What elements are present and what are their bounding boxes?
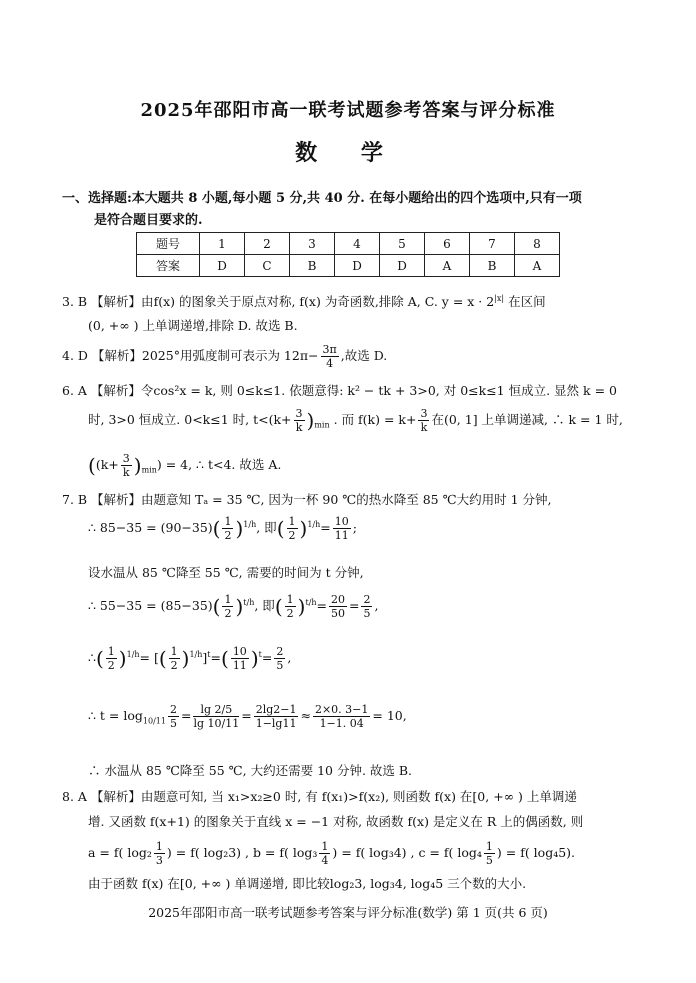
q7-frac-b2 xyxy=(274,645,285,672)
fraction-denominator: 11 xyxy=(232,659,247,672)
q7-frac-d xyxy=(313,703,370,730)
fraction-denominator: 5 xyxy=(169,717,177,730)
answer-cell: B xyxy=(290,255,335,277)
fraction-numerator: 1 xyxy=(155,840,163,853)
answer-cell: D xyxy=(380,255,425,277)
q8-line4: 由于函数 f(x) 在[0, +∞ ) 单调递增, 即比较log₂3, log₃4, log₄5 三个数的大小. xyxy=(88,876,527,891)
q7-l5e: = xyxy=(261,650,273,665)
fraction-denominator: 3 xyxy=(155,854,163,867)
page-footer: 2025年邵阳市高一联考试题参考答案与评分标准(数学) 第 1 页(共 6 页) xyxy=(148,905,548,920)
row-label-answer: 答案 xyxy=(137,255,200,277)
q6-min-2: min xyxy=(141,465,157,475)
q8-l3a: a = f( log₂ xyxy=(88,845,152,860)
q7-exp3: 1/h xyxy=(126,649,140,659)
q7-frac-a xyxy=(329,593,347,620)
q6-min: min xyxy=(314,420,330,430)
q7-line2: ∴ 85−35 = (90−35)( $\frac{1}{2}$ )$^{1/h}$, 即( $\frac{1}{2}$ )$^{1/h}$= $\frac{10}{11}$ ; xyxy=(88,515,357,542)
q7-half xyxy=(222,515,233,542)
section-heading-cont: 是符合题目要求的. xyxy=(94,213,203,228)
fraction-denominator: 2 xyxy=(286,607,294,620)
q6-text-l3b: ) = 4, ∴ t<4. 故选 A. xyxy=(156,457,282,472)
q7-lg-frac xyxy=(193,703,239,730)
q6-text-a: 时, 3>0 恒成立. 0<k≤1 时, t<(k+ xyxy=(88,412,292,427)
q3-line1 xyxy=(62,292,546,310)
fraction-denominator: 5 xyxy=(485,854,493,867)
q7-exp1: 1/h xyxy=(243,519,257,529)
q7-line7: ∴ 水温从 85 ℃降至 55 ℃, 大约还需要 10 分钟. 故选 B. xyxy=(88,763,413,778)
q8-line1: 8. A 【解析】由题意可知, 当 x₁>x₂≥0 时, 有 f(x₁)>f(x₂), 则函数 f(x) 在[0, +∞ ) 上单调递 xyxy=(62,789,577,804)
q7-exp2b: t/h xyxy=(305,597,317,607)
q6-text-c: 在(0, 1] 上单调递减, ∴ k = 1 时, xyxy=(431,412,623,427)
q7-l4a: ∴ 55−35 = (85−35) xyxy=(88,598,213,613)
q7-l4e: , xyxy=(374,598,379,613)
fraction-denominator: 2 xyxy=(170,659,178,672)
fraction-numerator: 2 xyxy=(169,703,177,716)
q7-exp4: 1/h xyxy=(189,649,203,659)
q7-frac-c xyxy=(254,703,299,730)
row-label-number: 题号 xyxy=(137,233,200,255)
q8-line3 xyxy=(88,840,575,867)
fraction-numerator: 1 xyxy=(224,515,232,528)
q7-l5f: , xyxy=(287,650,292,665)
q7-line6 xyxy=(88,703,407,730)
fraction-numerator: 1 xyxy=(107,645,115,658)
fraction-numerator: 2 xyxy=(276,645,284,658)
answer-cell: D xyxy=(335,255,380,277)
q7-half-5 xyxy=(106,645,117,672)
fraction-numerator: 1 xyxy=(485,840,493,853)
question-number: 4 xyxy=(335,233,380,255)
q7-l2b: , 即 xyxy=(256,520,277,535)
q6-text-l3a: (k+ xyxy=(95,457,119,472)
fraction-denominator: 50 xyxy=(330,607,345,620)
q7-line1: 7. B 【解析】由题意知 Tₐ = 35 ℃, 因为一杯 90 ℃的热水降至 85 ℃大约用时 1 分钟, xyxy=(62,492,552,507)
q4-fraction xyxy=(321,343,339,370)
fraction-numerator: 2×0. 3−1 xyxy=(314,703,369,716)
fraction-denominator: 11 xyxy=(334,529,349,542)
fraction-denominator: 4 xyxy=(321,854,329,867)
q7-l5a: ∴ xyxy=(88,650,96,665)
q7-l2c: = xyxy=(320,520,331,535)
q7-l4c: = xyxy=(316,598,327,613)
q7-l4b: , 即 xyxy=(254,598,275,613)
fraction-numerator: 3 xyxy=(420,407,428,420)
question-number: 6 xyxy=(425,233,470,255)
q7-l6d: ≈ xyxy=(300,708,311,723)
q6-fraction-3 xyxy=(121,452,132,479)
question-number: 3 xyxy=(290,233,335,255)
q4-text: 4. D 【解析】2025°用弧度制可表示为 12π− xyxy=(62,348,319,363)
q7-exp2: t/h xyxy=(243,597,255,607)
q7-line4: ∴ 55−35 = (85−35)( $\frac{1}{2}$ )$^{t/h}$, 即( $\frac{1}{2}$ )$^{t/h}$= $\frac{20}{50}$ = $\frac{2}{5}$ , xyxy=(88,593,379,620)
fraction-denominator: k xyxy=(295,421,303,434)
fraction-numerator: 10 xyxy=(232,645,247,658)
q6-text-b: . 而 f(k) = k+ xyxy=(333,412,417,427)
q7-l6c: = xyxy=(241,708,252,723)
q7-l2a: ∴ 85−35 = (90−35) xyxy=(88,520,213,535)
q7-half-2 xyxy=(287,515,298,542)
q7-frac-b xyxy=(361,593,372,620)
fraction-denominator: 4 xyxy=(326,357,334,370)
q7-log-base: 10/11 xyxy=(142,716,166,726)
q7-half-4 xyxy=(285,593,296,620)
fraction-denominator: 1−1. 04 xyxy=(319,717,364,730)
q8-frac-1-3 xyxy=(154,840,165,867)
q7-half-6 xyxy=(169,645,180,672)
q7-ratio-2 xyxy=(231,645,249,672)
q7-l2d: ; xyxy=(352,520,357,535)
question-number: 1 xyxy=(200,233,245,255)
answer-table-row-numbers xyxy=(137,233,560,255)
q3-line2: (0, +∞ ) 上单调递增,排除 D. 故选 B. xyxy=(88,318,298,333)
fraction-denominator: 5 xyxy=(276,659,284,672)
fraction-numerator: 1 xyxy=(321,840,329,853)
q7-line3: 设水温从 85 ℃降至 55 ℃, 需要的时间为 t 分钟, xyxy=(88,565,364,580)
fraction-denominator: 5 xyxy=(363,607,371,620)
q7-l6a: ∴ t = log xyxy=(88,708,143,723)
fraction-denominator: 2 xyxy=(288,529,296,542)
q7-exp1b: 1/h xyxy=(307,519,321,529)
q4-line xyxy=(62,343,387,370)
fraction-numerator: 1 xyxy=(288,515,296,528)
fraction-denominator: lg 10/11 xyxy=(193,717,240,730)
q8-l3b: ) = f( log₂3) , b = f( log₃ xyxy=(166,845,318,860)
fraction-numerator: 1 xyxy=(224,593,232,606)
question-number: 5 xyxy=(380,233,425,255)
fraction-numerator: 1 xyxy=(170,645,178,658)
answer-table xyxy=(136,232,560,277)
q7-line5: ∴( $\frac{1}{2}$ )$^{1/h}$= [( $\frac{1}{2}$ )$^{1/h}$]$^t$=( $\frac{10}{11}$ )$^t$= $\frac{2}{5}$ , xyxy=(88,645,292,672)
answer-cell: B xyxy=(470,255,515,277)
q7-l6b: = xyxy=(180,708,192,723)
answer-cell: C xyxy=(245,255,290,277)
fraction-numerator: 10 xyxy=(334,515,349,528)
fraction-denominator: 2 xyxy=(224,529,232,542)
answer-table-row-answers xyxy=(137,255,560,277)
answer-cell: A xyxy=(515,255,560,277)
fraction-numerator: 20 xyxy=(330,593,345,606)
q8-frac-1-4 xyxy=(319,840,330,867)
fraction-numerator: 2lg2−1 xyxy=(255,703,297,716)
q7-half-3 xyxy=(222,593,233,620)
q8-frac-1-5 xyxy=(484,840,495,867)
q8-l3d: ) = f( log₄5). xyxy=(496,845,576,860)
q7-l5b: = [ xyxy=(139,650,159,665)
question-number: 2 xyxy=(245,233,290,255)
q7-ratio xyxy=(333,515,351,542)
fraction-numerator: 1 xyxy=(286,593,294,606)
fraction-numerator: lg 2/5 xyxy=(193,703,239,717)
question-number: 8 xyxy=(515,233,560,255)
q7-l4d: = xyxy=(348,598,360,613)
fraction-numerator: 3 xyxy=(295,407,303,420)
q7-l5c: ] xyxy=(202,650,208,665)
fraction-denominator: k xyxy=(420,421,428,434)
fraction-numerator: 3π xyxy=(322,343,337,356)
question-number: 7 xyxy=(470,233,515,255)
page-title: 2025年邵阳市高一联考试题参考答案与评分标准 xyxy=(140,100,556,121)
q6-fraction-2 xyxy=(418,407,429,434)
fraction-denominator: 1−lg11 xyxy=(255,717,297,730)
q3-text-end: 在区间 xyxy=(508,294,546,309)
q4-end: ,故选 D. xyxy=(340,348,388,363)
q3-exponent: |x| xyxy=(494,293,505,303)
fraction-numerator: 2 xyxy=(363,593,371,606)
q8-l3c: ) = f( log₃4) , c = f( log₄ xyxy=(332,845,482,860)
q6-line1: 6. A 【解析】令cos²x = k, 则 0≤k≤1. 依题意得: k² − tk + 3>0, 对 0≤k≤1 恒成立. 显然 k = 0 xyxy=(62,383,617,398)
subject-title: 数 学 xyxy=(295,140,401,166)
fraction-denominator: 2 xyxy=(107,659,115,672)
fraction-numerator: 3 xyxy=(122,452,130,465)
q6-line3: ((k+ $\frac{3}{k}$ )$_{min}) = 4$, ∴ t<4. 故选 A. xyxy=(88,452,282,479)
q3-head: 3. B 【解析】由 xyxy=(62,294,154,309)
q6-line2: 时, 3>0 恒成立. 0<k≤1 时, t<(k+ $\frac{3}{k}$ )$_{min}$ . 而 f(k) = k+ $\frac{3}{k}$ 在(0, 1] 上单调递减, ∴ k = 1 时, xyxy=(88,407,623,434)
fraction-denominator: k xyxy=(122,466,130,479)
answer-cell: D xyxy=(200,255,245,277)
q7-l6e: = 10, xyxy=(372,708,407,723)
fraction-denominator: 2 xyxy=(224,607,232,620)
q7-l5d: = xyxy=(210,650,221,665)
q7-frac-b3 xyxy=(168,703,179,730)
answer-cell: A xyxy=(425,255,470,277)
q6-fraction xyxy=(294,407,305,434)
q3-text: f(x) 的图象关于原点对称, f(x) 为奇函数,排除 A, C. y = x · 2 xyxy=(153,294,495,309)
q8-line2: 增. 又函数 f(x+1) 的图象关于直线 x = −1 对称, 故函数 f(x) 是定义在 R 上的偶函数, 则 xyxy=(88,814,584,829)
section-heading: 一、选择题:本大题共 8 小题,每小题 5 分,共 40 分. 在每小题给出的四个选项中,只有一项 xyxy=(62,191,582,206)
